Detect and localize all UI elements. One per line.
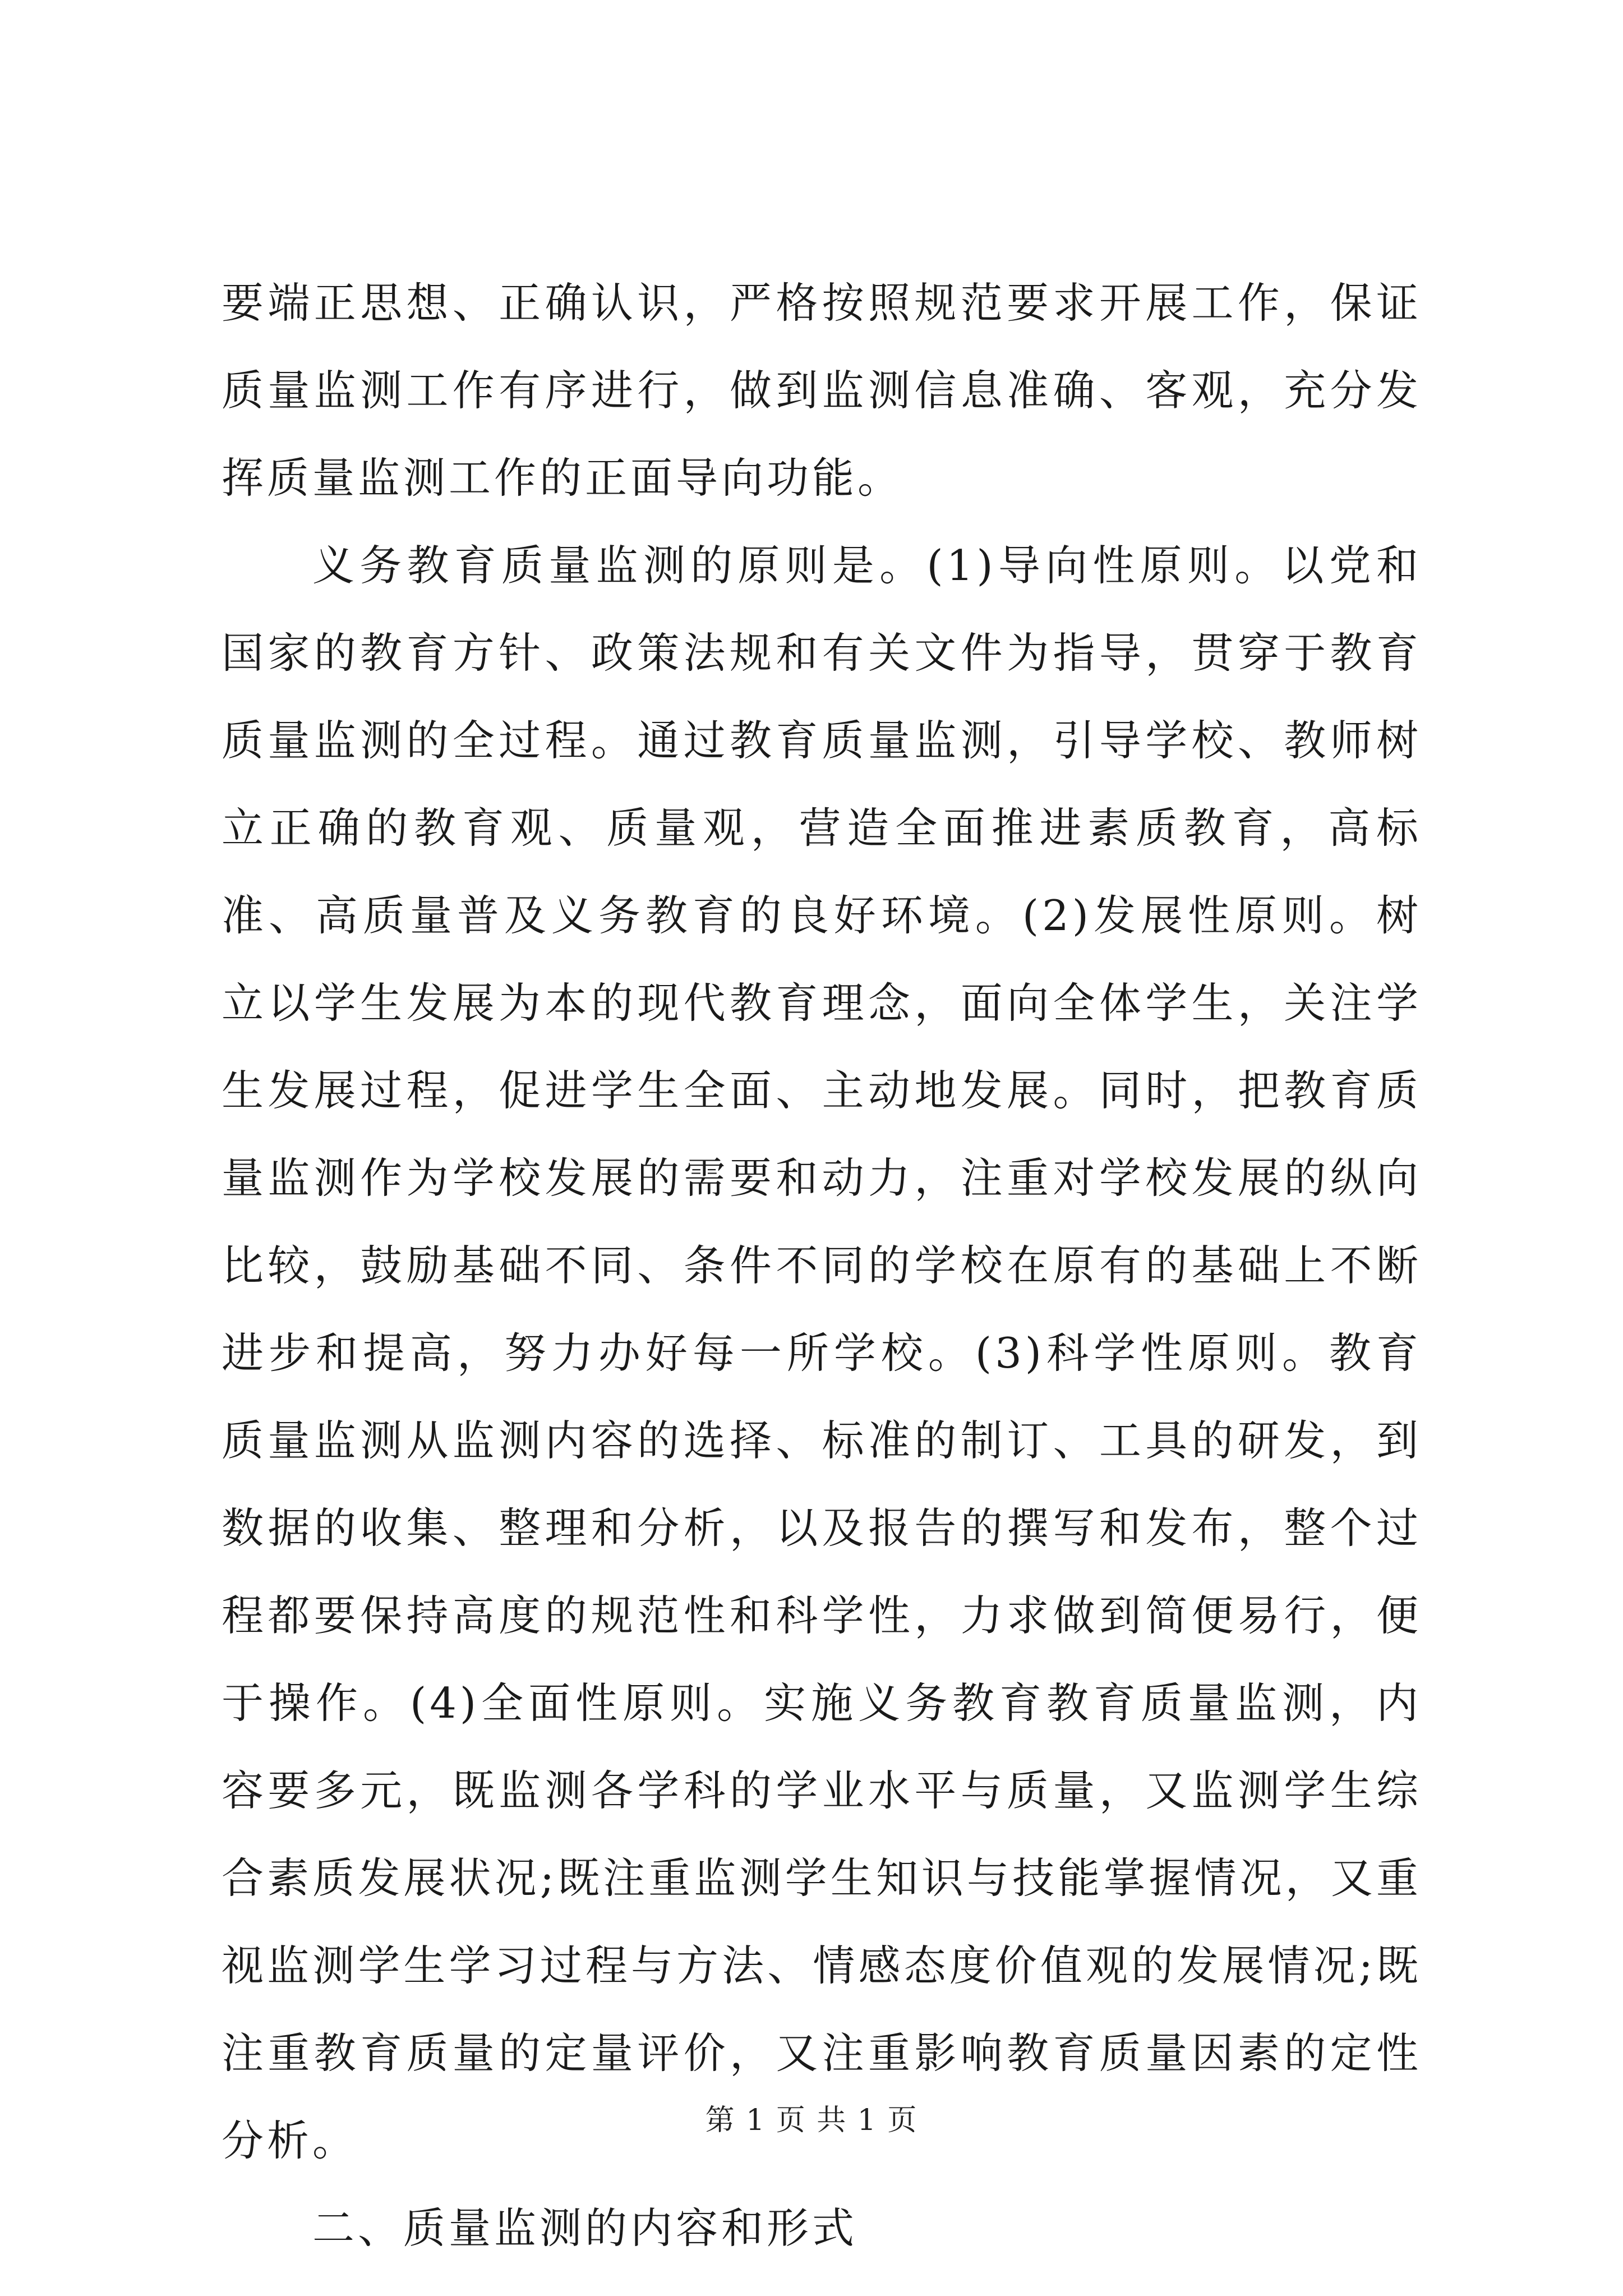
page-footer: 第 1 页 共 1 页 (705, 2104, 918, 2137)
document-body (222, 259, 1422, 2272)
paragraph-principles: 义务教育质量监测的原则是。(1)导向性原则。以党和国家的教育方针、政策法规和有关文件为指导，贯穿于教育质量监测的全过程。通过教育质量监测，引导学校、教师树立正确的教育观、质量观，营造全面推进素质教育，高标准、高质量普及义务教育的良好环境。(2)发展性原则。树立以学生发展为本的现代教育理念，面向全体学生，关注学生发展过程，促进学生全面、主动地发展。同时，把教育质量监测作为学校发展的需要和动力，注重对学校发展的纵向比较，鼓励基础不同、条件不同的学校在原有的基础上不断进步和提高，努力办好每一所学校。(3)科学性原则。教育质量监测从监测内容的选择、标准的制订、工具的研发，到数据的收集、整理和分析，以及报告的撰写和发布，整个过程都要保持高度的规范性和科学性，力求做到简便易行，便于操作。(4)全面性原则。实施义务教育教育质量监测，内容要多元，既监测各学科的学业水平与质量，又监测学生综合素质发展状况;既注重监测学生知识与技能掌握情况，又重视监测学生学习过程与方法、情感态度价值观的发展情况;既注重教育质量的定量评价，又注重影响教育质量因素的定性分析。 (222, 541, 1422, 2165)
section-heading: 二、质量监测的内容和形式 (312, 2203, 858, 2253)
paragraph-continuation: 要端正思想、正确认识，严格按照规范要求开展工作，保证质量监测工作有序进行，做到监测信息准确、客观，充分发挥质量监测工作的正面导向功能。 (222, 278, 1422, 503)
